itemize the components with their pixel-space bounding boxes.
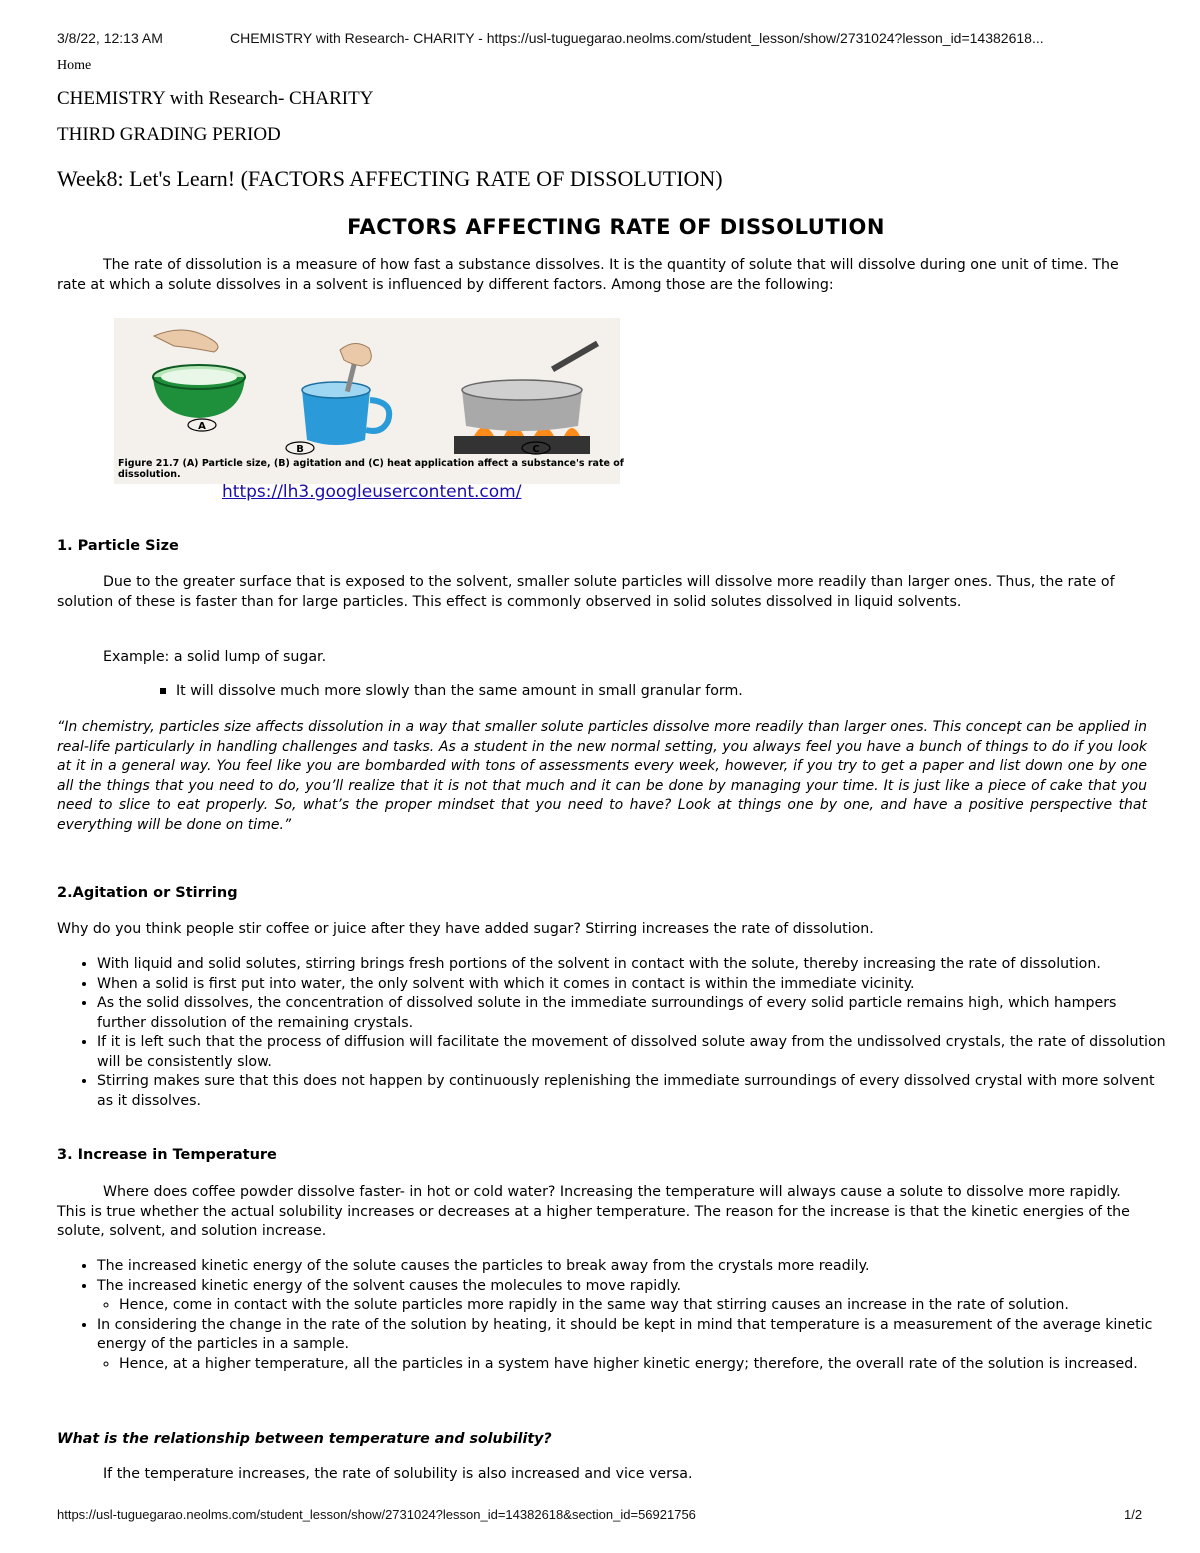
square-bullet-icon xyxy=(160,688,166,694)
list-item: • With liquid and solid solutes, stirring brings fresh portions of the solvent in contact with the solute, thereby increasing the rate of dissolution. xyxy=(97,955,1169,975)
temperature-question: What is the relationship between temperature and solubility? xyxy=(57,1431,552,1447)
list-item: • When a solid is first put into water, the only solvent with which it comes in contact is within the immediate vicinity. xyxy=(97,975,1169,995)
list-item xyxy=(97,1277,1169,1316)
figure-caption: Figure 21.7 (A) Particle size, (B) agitation and (C) heat application affect a substance's rate of dissolution. xyxy=(118,458,624,480)
section3-bullet-list xyxy=(75,1257,1169,1374)
temperature-answer: If the temperature increases, the rate of solubility is also increased and vice versa. xyxy=(103,1466,693,1482)
print-page-title: CHEMISTRY with Research- CHARITY - https://usl-tuguegarao.neolms.com/student_lesson/show/2731024?lesson_id=14382618... xyxy=(230,30,1044,46)
section-heading-particle-size: 1. Particle Size xyxy=(57,538,179,554)
section-heading-agitation: 2.Agitation or Stirring xyxy=(57,885,238,901)
cup-illustration xyxy=(302,343,389,445)
list-item-text: In considering the change in the rate of the solution by heating, it should be kept in mind that temperature is a measurement of the average kinetic energy of the particles in a sample. xyxy=(97,1316,1153,1352)
bowl-illustration xyxy=(153,330,245,418)
section1-quote: “In chemistry, particles size affects dissolution in a way that smaller solute particles dissolve more readily than larger ones. This concept can be applied in real-life particularly in handling challenges and tasks. As a student in the new normal setting, you always feel you have a bunch of things to do if you look at it in a general way. You feel like you are bombarded with tons of assessments every week, however, if you try to get a paper and list down one by one all the things that you need to do, you’ll realize that it is not that much and it can be done by managing your time. It is just like a piece of cake that you need to slice to eat properly. So, what’s the proper mindset that you need to have? Look at things one by one, and have a positive perspective that everything will be done on time.” xyxy=(57,719,1147,833)
print-url: https://usl-tuguegarao.neolms.com/student_lesson/show/2731024?lesson_id=14382618&section_id=56921756 xyxy=(57,1507,696,1522)
list-item: • Stirring makes sure that this does not happen by continuously replenishing the immediate surroundings of every dissolved crystal with more solvent as it dissolves. xyxy=(97,1072,1169,1111)
section1-body: Due to the greater surface that is exposed to the solvent, smaller solute particles will dissolve more readily than larger ones. Thus, the rate of solution of these is faster than for large particles. This effect is commonly observed in solid solutes dissolved in liquid solvents. xyxy=(57,574,1115,610)
section3-body: Where does coffee powder dissolve faster- in hot or cold water? Increasing the temperature will always cause a solute to dissolve more rapidly. This is true whether the actual solubility increases or decreases at a higher temperature. The reason for the increase is that the kinetic energies of the solute, solvent, and solution increase. xyxy=(57,1184,1130,1239)
lesson-title: Week8: Let's Learn! (FACTORS AFFECTING RATE OF DISSOLUTION) xyxy=(57,166,723,191)
course-title: CHEMISTRY with Research- CHARITY xyxy=(57,88,374,109)
pot-illustration xyxy=(454,341,599,454)
sub-list-item: ◦ Hence, come in contact with the solute particles more rapidly in the same way that stirring causes an increase in the rate of solution. xyxy=(119,1296,1169,1316)
list-item: • The increased kinetic energy of the solute causes the particles to break away from the crystals more readily. xyxy=(97,1257,1169,1277)
section2-bullet-list xyxy=(75,955,1169,1111)
print-page-number: 1/2 xyxy=(1124,1507,1143,1522)
list-item: • If it is left such that the process of diffusion will facilitate the movement of dissolved solute away from the undissolved crystals, the rate of dissolution will be consistently slow. xyxy=(97,1033,1169,1072)
list-item xyxy=(97,1316,1169,1375)
breadcrumb-home[interactable]: Home xyxy=(57,58,92,73)
figure-label-c: C xyxy=(532,444,540,455)
figure-label-a: A xyxy=(198,421,206,432)
list-item-text: The increased kinetic energy of the solvent causes the molecules to move rapidly. xyxy=(97,1277,682,1294)
figure-label-b: B xyxy=(296,444,304,455)
section1-example: Example: a solid lump of sugar. xyxy=(103,649,327,665)
list-item: • As the solid dissolves, the concentration of dissolved solute in the immediate surroundings of every solid particle remains high, which hampers further dissolution of the remaining crystals. xyxy=(97,994,1169,1033)
page-title: FACTORS AFFECTING RATE OF DISSOLUTION xyxy=(347,215,885,239)
grading-period: THIRD GRADING PERIOD xyxy=(57,124,281,145)
sub-list-item: ◦ Hence, at a higher temperature, all the particles in a system have higher kinetic energy; therefore, the overall rate of the solution is increased. xyxy=(119,1355,1169,1375)
section2-intro: Why do you think people stir coffee or juice after they have added sugar? Stirring increases the rate of dissolution. xyxy=(57,921,874,937)
section1-bullet xyxy=(160,683,743,699)
section1-bullet-text: It will dissolve much more slowly than the same amount in small granular form. xyxy=(176,683,743,699)
print-datetime: 3/8/22, 12:13 AM xyxy=(57,30,163,46)
figure-source-link[interactable]: https://lh3.googleusercontent.com/ xyxy=(222,482,522,502)
section-heading-temperature: 3. Increase in Temperature xyxy=(57,1147,277,1163)
intro-paragraph: The rate of dissolution is a measure of how fast a substance dissolves. It is the quantity of solute that will dissolve during one unit of time. The rate at which a solute dissolves in a solvent is influenced by different factors. Among those are the following: xyxy=(57,257,1119,293)
